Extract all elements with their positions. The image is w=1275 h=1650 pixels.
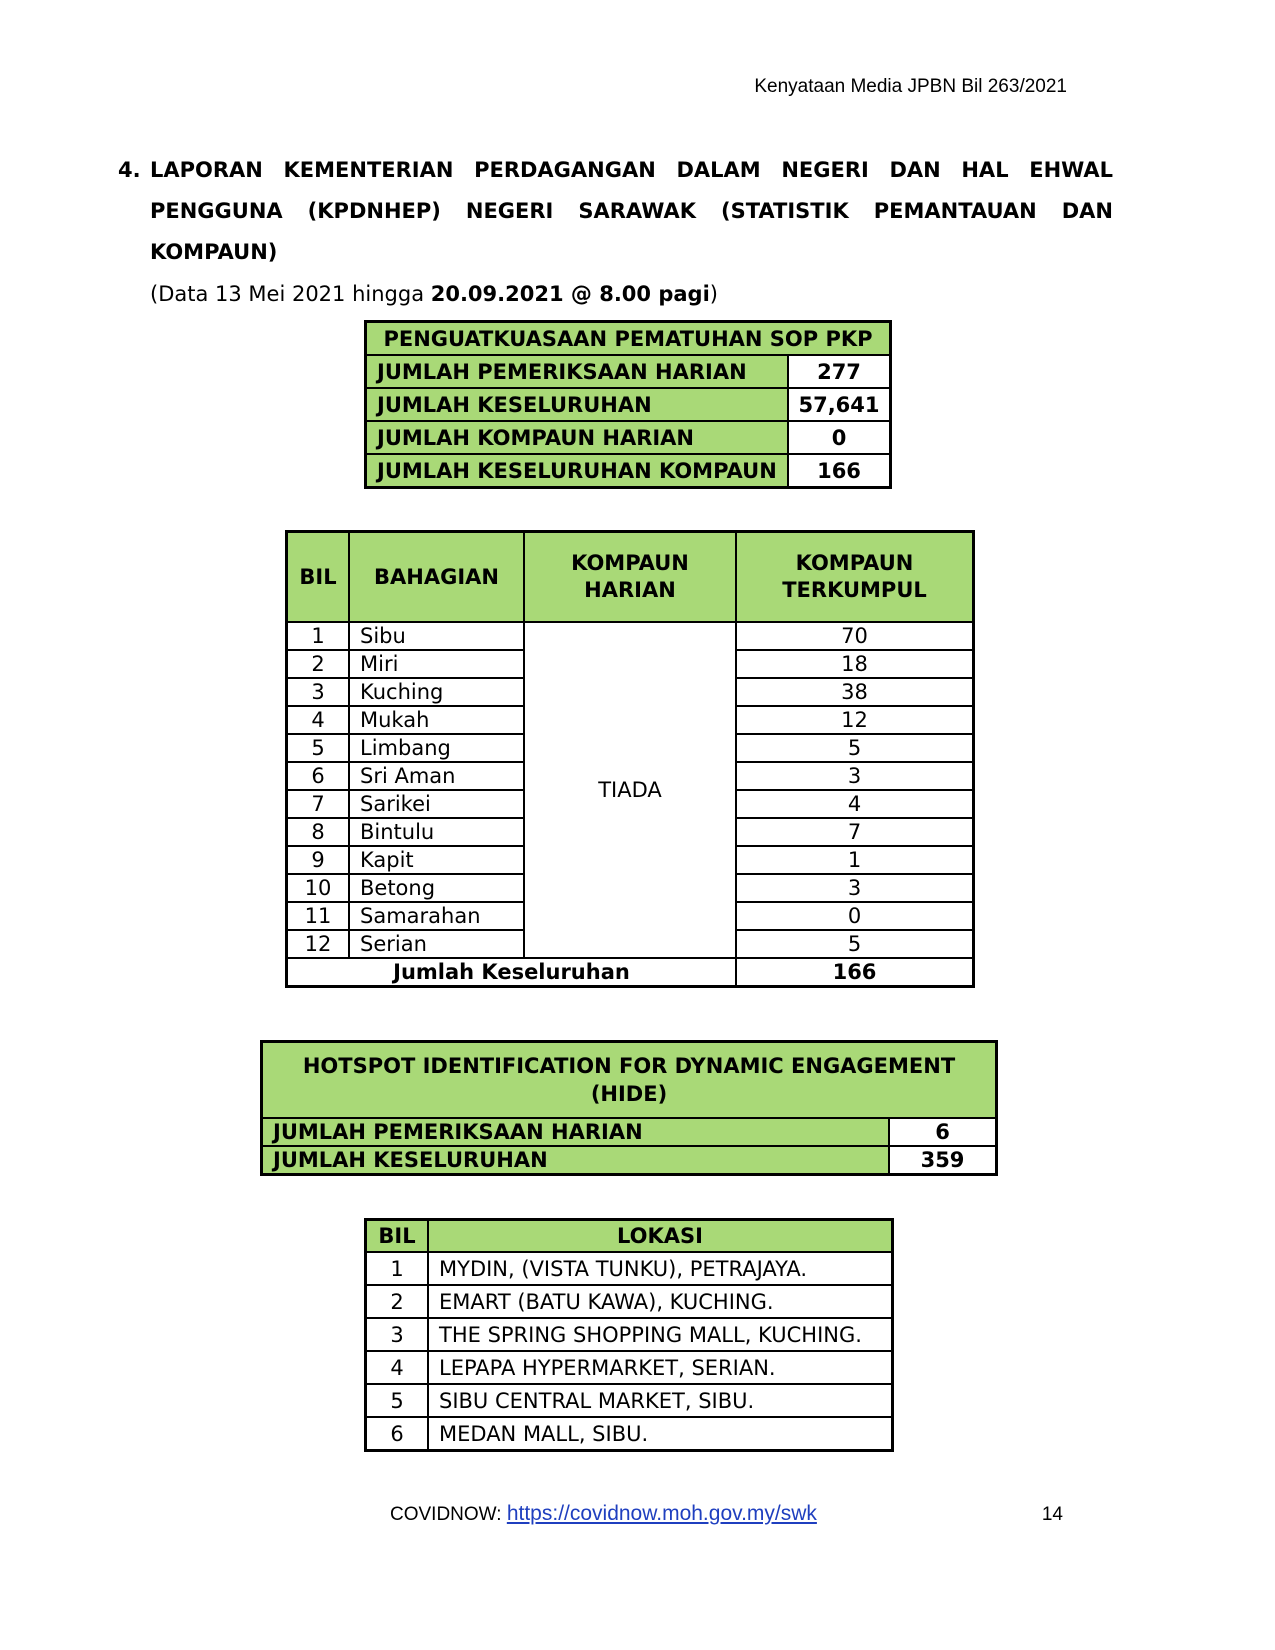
row-value: 6 <box>889 1118 997 1146</box>
table-row <box>287 622 974 650</box>
cell-lokasi: MYDIN, (VISTA TUNKU), PETRAJAYA. <box>428 1252 893 1285</box>
table-row <box>262 1118 997 1146</box>
cell-terkumpul: 38 <box>736 678 974 706</box>
cell-terkumpul: 5 <box>736 734 974 762</box>
cell-terkumpul: 5 <box>736 930 974 958</box>
row-label: JUMLAH KESELURUHAN KOMPAUN <box>366 454 789 488</box>
cell-bahagian: Kapit <box>349 846 524 874</box>
table-row <box>366 1252 893 1285</box>
cell-bahagian: Sri Aman <box>349 762 524 790</box>
row-label: JUMLAH PEMERIKSAAN HARIAN <box>366 355 789 388</box>
cell-bil: 5 <box>366 1384 429 1417</box>
hide-table-title: HOTSPOT IDENTIFICATION FOR DYNAMIC ENGAGEMENT (HIDE) <box>262 1042 997 1119</box>
table-row <box>366 1417 893 1451</box>
cell-lokasi: MEDAN MALL, SIBU. <box>428 1417 893 1451</box>
cell-bil: 1 <box>287 622 350 650</box>
date-prefix: (Data 13 Mei 2021 hingga <box>150 282 431 306</box>
cell-terkumpul: 1 <box>736 846 974 874</box>
col-header-bahagian: BAHAGIAN <box>349 532 524 623</box>
cell-bil: 9 <box>287 846 350 874</box>
document-reference: Kenyataan Media JPBN Bil 263/2021 <box>754 76 1067 97</box>
cell-bil: 1 <box>366 1252 429 1285</box>
cell-lokasi: EMART (BATU KAWA), KUCHING. <box>428 1285 893 1318</box>
total-row <box>287 958 974 987</box>
col-header-bil: BIL <box>366 1220 429 1253</box>
cell-bil: 6 <box>366 1417 429 1451</box>
cell-bahagian: Samarahan <box>349 902 524 930</box>
col-header-bil: BIL <box>287 532 350 623</box>
section-number: 4. <box>118 158 141 182</box>
cell-terkumpul: 18 <box>736 650 974 678</box>
cell-lokasi: SIBU CENTRAL MARKET, SIBU. <box>428 1384 893 1417</box>
cell-lokasi: THE SPRING SHOPPING MALL, KUCHING. <box>428 1318 893 1351</box>
col-header-lokasi: LOKASI <box>428 1220 893 1253</box>
cell-terkumpul: 3 <box>736 762 974 790</box>
cell-bil: 12 <box>287 930 350 958</box>
cell-bahagian: Serian <box>349 930 524 958</box>
page-number: 14 <box>1041 1504 1063 1525</box>
cell-terkumpul: 7 <box>736 818 974 846</box>
row-label: JUMLAH KOMPAUN HARIAN <box>366 421 789 454</box>
cell-bahagian: Betong <box>349 874 524 902</box>
row-label: JUMLAH KESELURUHAN <box>262 1146 890 1175</box>
kompaun-table <box>285 530 975 988</box>
table-row <box>366 355 891 388</box>
cell-bil: 5 <box>287 734 350 762</box>
lokasi-table <box>364 1218 894 1452</box>
date-suffix: ) <box>709 282 718 306</box>
footer-label: COVIDNOW: <box>390 1504 507 1525</box>
col-header-kompaun-terkumpul: KOMPAUN TERKUMPUL <box>736 532 974 623</box>
row-value: 57,641 <box>788 388 891 421</box>
cell-bil: 2 <box>287 650 350 678</box>
cell-terkumpul: 0 <box>736 902 974 930</box>
sop-enforcement-table <box>364 320 892 489</box>
table-row <box>262 1146 997 1175</box>
row-label: JUMLAH PEMERIKSAAN HARIAN <box>262 1118 890 1146</box>
cell-bahagian: Bintulu <box>349 818 524 846</box>
cell-bil: 10 <box>287 874 350 902</box>
cell-bil: 11 <box>287 902 350 930</box>
data-period <box>150 282 718 306</box>
footer <box>390 1502 817 1526</box>
date-bold: 20.09.2021 @ 8.00 pagi <box>430 282 710 306</box>
cell-terkumpul: 70 <box>736 622 974 650</box>
cell-terkumpul: 4 <box>736 790 974 818</box>
cell-kompaun-harian: TIADA <box>524 622 736 958</box>
cell-bil: 4 <box>287 706 350 734</box>
row-value: 359 <box>889 1146 997 1175</box>
cell-bahagian: Miri <box>349 650 524 678</box>
row-value: 277 <box>788 355 891 388</box>
row-value: 166 <box>788 454 891 488</box>
cell-terkumpul: 12 <box>736 706 974 734</box>
covidnow-link[interactable]: https://covidnow.moh.gov.my/swk <box>506 1502 817 1525</box>
table-row <box>366 388 891 421</box>
cell-bil: 3 <box>287 678 350 706</box>
total-value: 166 <box>736 958 974 987</box>
cell-bil: 3 <box>366 1318 429 1351</box>
row-value: 0 <box>788 421 891 454</box>
cell-bil: 8 <box>287 818 350 846</box>
cell-bil: 7 <box>287 790 350 818</box>
table-row <box>366 1384 893 1417</box>
cell-bil: 2 <box>366 1285 429 1318</box>
section-heading <box>118 150 1113 273</box>
table-row <box>366 1285 893 1318</box>
cell-terkumpul: 3 <box>736 874 974 902</box>
table-row <box>366 454 891 488</box>
table-row <box>366 1351 893 1384</box>
cell-bil: 6 <box>287 762 350 790</box>
table-row <box>366 421 891 454</box>
cell-bahagian: Sarikei <box>349 790 524 818</box>
section-title: LAPORAN KEMENTERIAN PERDAGANGAN DALAM NEGERI DAN HAL EHWAL PENGGUNA (KPDNHEP) NEGERI SARAWAK (STATISTIK PEMANTAUAN DAN KOMPAUN) <box>150 158 1113 264</box>
sop-table-title: PENGUATKUASAAN PEMATUHAN SOP PKP <box>366 322 891 356</box>
table-row <box>366 1318 893 1351</box>
hide-table <box>260 1040 998 1176</box>
row-label: JUMLAH KESELURUHAN <box>366 388 789 421</box>
total-label: Jumlah Keseluruhan <box>287 958 737 987</box>
cell-bahagian: Mukah <box>349 706 524 734</box>
cell-bahagian: Limbang <box>349 734 524 762</box>
col-header-kompaun-harian: KOMPAUN HARIAN <box>524 532 736 623</box>
cell-lokasi: LEPAPA HYPERMARKET, SERIAN. <box>428 1351 893 1384</box>
cell-bahagian: Kuching <box>349 678 524 706</box>
cell-bahagian: Sibu <box>349 622 524 650</box>
cell-bil: 4 <box>366 1351 429 1384</box>
